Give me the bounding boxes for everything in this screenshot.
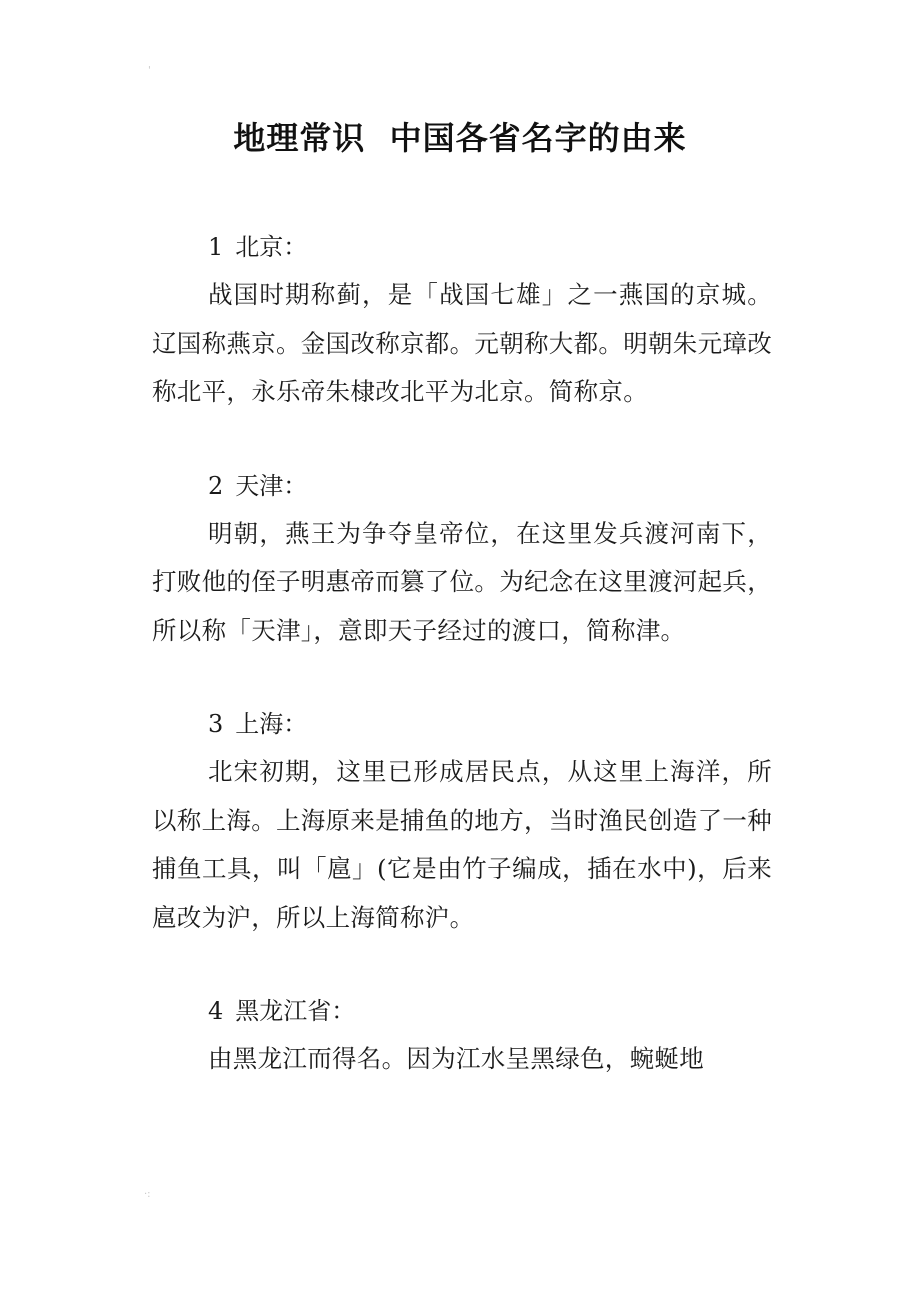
section-name: 北京：	[235, 233, 308, 261]
section-paragraph: 明朝，燕王为争夺皇帝位，在这里发兵渡河南下，打败他的侄子明惠帝而篡了位。为纪念在这里渡河起兵，所以称「天津」，意即天子经过的渡口，简称津。	[152, 518, 772, 645]
section-beijing	[152, 224, 772, 417]
section-paragraph: 由黑龙江而得名。因为江水呈黑绿色，蜿蜒地	[208, 1044, 704, 1073]
section-number: 4	[208, 997, 224, 1025]
corner-mark-bottom: ·:	[144, 1189, 151, 1200]
section-number: 2	[208, 471, 224, 500]
section-tianjin	[152, 463, 772, 656]
section-heading	[152, 224, 772, 271]
section-paragraph: 北宋初期，这里已形成居民点，从这里上海洋，所以称上海。上海原来是捕鱼的地方，当时渔民创造了一种捕鱼工具，叫「扈」(它是由竹子编成，插在水中)，后来扈改为沪，所以上海简称沪。	[152, 757, 772, 932]
section-heading	[152, 463, 772, 510]
section-number: 3	[208, 710, 224, 738]
section-heading	[152, 988, 772, 1035]
section-name: 天津：	[235, 471, 308, 500]
section-name: 上海：	[235, 710, 308, 738]
document-title: 地理常识 中国各省名字的由来	[233, 119, 687, 157]
document-body	[152, 224, 772, 1084]
section-number: 1	[208, 233, 224, 261]
corner-mark-top: '	[148, 65, 151, 76]
section-heilongjiang	[152, 988, 772, 1084]
section-paragraph: 战国时期称蓟，是「战国七雄」之一燕国的京城。辽国称燕京。金国改称京都。元朝称大都。明朝朱元璋改称北平，永乐帝朱棣改北平为北京。简称京。	[152, 280, 772, 406]
section-name: 黑龙江省：	[235, 997, 356, 1025]
section-shanghai	[152, 701, 772, 942]
section-heading	[152, 701, 772, 748]
